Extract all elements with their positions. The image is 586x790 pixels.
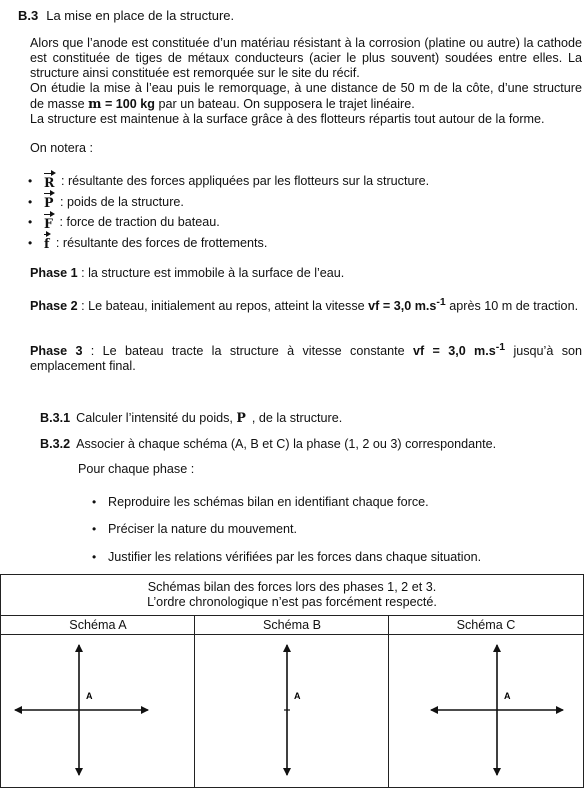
schema-c-diagram	[389, 633, 583, 787]
point-label-a: A	[504, 691, 511, 701]
vector-R: R	[44, 174, 55, 190]
vector-F: F	[44, 215, 53, 231]
forces-list	[28, 171, 429, 253]
vector-P: P	[44, 195, 54, 211]
tasks-list	[92, 488, 481, 571]
list-item: • Reproduire les schémas bilan en identifiant chaque force.	[92, 494, 429, 509]
phase-3: Phase 3 : Le bateau tracte la structure à vitesse constante vf = 3,0 $m.s^{-1}$ jusqu’à son emplacement final.	[30, 341, 583, 374]
list-item: • Justifier les relations vérifiées par les forces dans chaque situation.	[92, 549, 482, 564]
bullet-icon: •	[28, 215, 33, 230]
pour-chaque-phase: Pour chaque phase :	[78, 462, 195, 476]
column-header-b: Schéma B	[262, 618, 322, 632]
bullet-icon: •	[28, 235, 33, 250]
point-label-a: A	[86, 691, 93, 701]
vector-f: f	[44, 236, 50, 252]
table-column-headers	[1, 615, 583, 635]
schema-a-diagram	[1, 633, 194, 787]
list-item: • R : résultante des forces appliquées par les flotteurs sur la structure.	[28, 174, 430, 190]
column-header-c: Schéma C	[456, 618, 516, 632]
list-item: • F : force de traction du bateau.	[28, 215, 220, 231]
list-item: • Préciser la nature du mouvement.	[92, 522, 297, 537]
mass-symbol: m	[88, 96, 102, 111]
section-number: B.3	[18, 8, 39, 23]
mass-eq: =	[104, 97, 113, 111]
question-b31: B.3.1 Calculer l’intensité du poids, P , de la structure.	[40, 410, 343, 425]
intro-line-2: On étudie la mise à l’eau puis le remorquage, à une distance de 50 m de la côte, d’une structure de masse m = 100 kg par un bateau. On supposera le trajet linéaire.	[30, 81, 582, 111]
intro-line-1: Alors que l’anode est constituée d’un matériau résistant à la corrosion (platine ou autre) la cathode est constituée de tiges de métaux conducteurs (acier le plus souvent) soudées entre elles. La structure ainsi constituée est remorquée sur le site du récif.	[30, 36, 582, 80]
schema-b-diagram	[195, 633, 388, 787]
point-label-a: A	[294, 691, 301, 701]
bullet-icon: •	[92, 494, 97, 509]
mass-value: 100 kg	[115, 97, 156, 111]
question-b32: B.3.2 Associer à chaque schéma (A, B et C) la phase (1, 2 ou 3) correspondante.	[40, 437, 497, 451]
table-title: Schémas bilan des forces lors des phases 1, 2 et 3. L’ordre chronologique n’est pas forcément respecté.	[147, 580, 437, 609]
bullet-icon: •	[92, 549, 97, 564]
phase-2: Phase 2 : Le bateau, initialement au repos, atteint la vitesse vf = 3,0 $m.s^{-1}$ après 10 m de traction.	[30, 296, 579, 314]
bullet-icon: •	[28, 194, 33, 209]
list-item: • P : poids de la structure.	[28, 194, 184, 211]
bullet-icon: •	[28, 174, 33, 189]
speed-value: vf = 3,0 m.s	[368, 299, 437, 314]
column-header-a: Schéma A	[69, 618, 127, 632]
schemas-table	[0, 574, 584, 788]
intro-line-3: La structure est maintenue à la surface grâce à des flotteurs répartis tout autour de la forme.	[30, 112, 545, 126]
speed-value: vf = 3,0 m.s	[412, 344, 496, 359]
bullet-icon: •	[92, 522, 97, 537]
list-item: • f : résultante des forces de frottements.	[28, 235, 268, 252]
on-notera: On notera :	[30, 141, 94, 155]
section-title	[18, 8, 234, 23]
section-title-text: La mise en place de la structure.	[46, 8, 235, 23]
intro-paragraph	[30, 36, 582, 127]
phase-1: Phase 1 : la structure est immobile à la surface de l’eau.	[30, 266, 345, 280]
